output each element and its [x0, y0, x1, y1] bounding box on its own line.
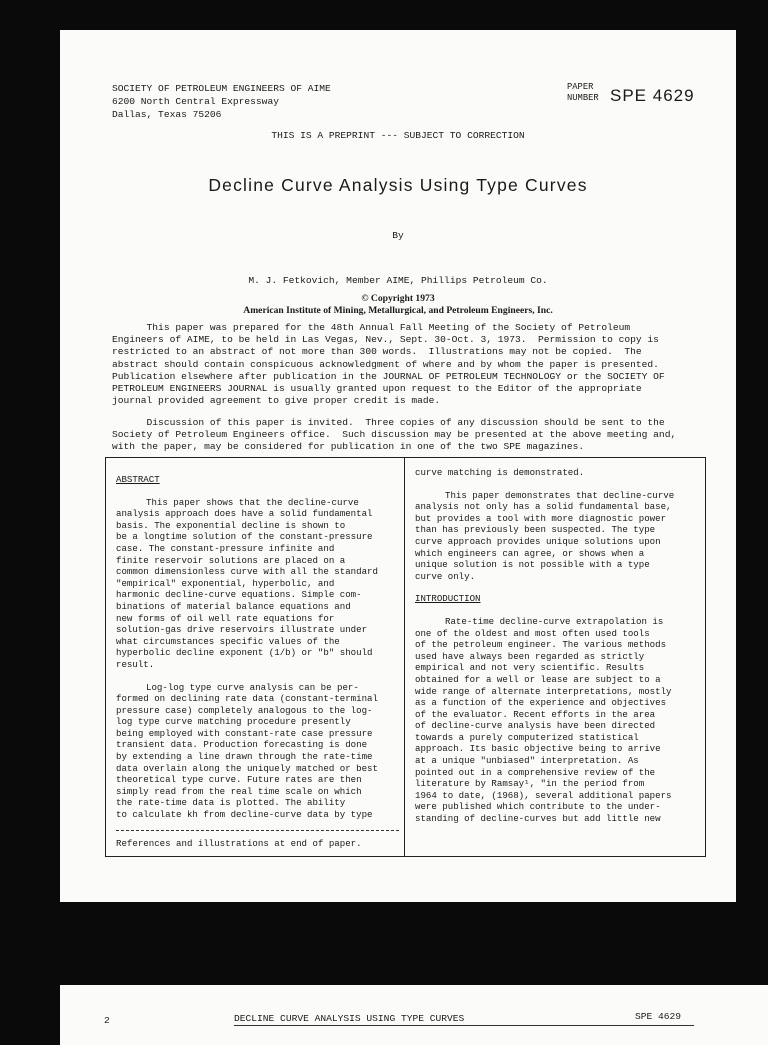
text-line: Discussion of this paper is invited. Three copies of any discussion should be sent to the	[112, 417, 665, 428]
text-line: basis. The exponential decline is shown to	[116, 519, 346, 531]
text-line: new forms of oil well rate equations for	[116, 612, 335, 624]
text-line: of the petroleum engineer. The various methods	[415, 639, 667, 651]
text-line: harmonic decline-curve equations. Simple com-	[116, 589, 362, 601]
text-line: analysis approach does have a solid fundamental	[116, 508, 373, 520]
text-line: which engineers can agree, or shows when a	[415, 547, 645, 559]
introduction-paragraph	[415, 616, 699, 825]
text-line: but provides a tool with more diagnostic power	[415, 512, 667, 524]
text-line: were published which contribute to the under-	[415, 801, 661, 813]
text-line: wide range of alternate interpretations, mostly	[415, 685, 672, 697]
introduction-heading: INTRODUCTION	[415, 593, 481, 605]
footnote: References and illustrations at end of paper.	[116, 838, 362, 849]
by-line: By	[392, 230, 404, 241]
paper-label: PAPER	[567, 82, 594, 92]
page-number: 2	[104, 1015, 110, 1026]
running-paper-number: SPE 4629	[635, 1011, 682, 1022]
text-line: what circumstances specific values of the	[116, 635, 340, 647]
text-line: solution-gas drive reservoirs illustrate under	[116, 624, 368, 636]
text-line: analysis not only has a solid fundamental base,	[415, 501, 672, 513]
text-line: by extending a line drawn through the rate-time	[116, 751, 373, 763]
text-line: the rate-time data is plotted. The ability	[116, 797, 346, 809]
text-line: standing of decline-curves but add little new	[415, 813, 661, 825]
text-line: than has previously been suspected. The type	[415, 524, 656, 536]
text-line: be a longtime solution of the constant-pressure	[116, 531, 373, 543]
text-line: transient data. Production forecasting is done	[116, 739, 368, 751]
discussion-notice	[112, 417, 692, 454]
permission-notice	[112, 322, 692, 407]
text-line: Publication elsewhere after publication in the JOURNAL OF PETROLEUM TECHNOLOGY or the SOCIETY OF	[112, 370, 665, 382]
document-page-1	[60, 30, 736, 902]
text-line: unique solution is not possible with a type	[415, 559, 650, 571]
society-header	[112, 82, 331, 121]
text-line: This paper shows that the decline-curve	[146, 496, 359, 508]
text-line: obtained for a well or lease are subject to a	[415, 673, 661, 685]
text-line: theoretical type curve. Future rates are then	[116, 774, 362, 786]
text-line: data overlain along the uniquely matched or best	[116, 762, 378, 774]
text-line: literature by Ramsay¹, "in the period from	[415, 778, 645, 790]
abstract-paragraph-1	[116, 497, 400, 671]
text-line: "empirical" exponential, hyperbolic, and	[116, 577, 335, 589]
text-line: one of the oldest and most often used tools	[415, 627, 650, 639]
text-line: journal provided agreement to give proper credit is made.	[112, 395, 441, 407]
text-line: with the paper, may be considered for publication in one of the two SPE magazines.	[112, 441, 585, 453]
text-line: Log-log type curve analysis can be per-	[146, 681, 359, 693]
text-line: at a unique "unbiased" interpretation. As	[415, 755, 639, 767]
text-line: result.	[116, 658, 155, 670]
text-line: used have always been regarded as strictly	[415, 650, 645, 662]
society-city: Dallas, Texas 75206	[112, 109, 222, 120]
footnote-separator	[116, 830, 399, 831]
text-line: pointed out in a comprehensive review of the	[415, 766, 656, 778]
text-line: formed on declining rate data (constant-terminal	[116, 693, 378, 705]
text-line: as a function of the experience and objectives	[415, 697, 667, 709]
institute-line: American Institute of Mining, Metallurgical, and Petroleum Engineers, Inc.	[243, 305, 553, 316]
text-line: abstract should contain conspicuous acknowledgment of where and by whom the paper is presented.	[112, 358, 659, 370]
abstract-paragraph-3	[415, 490, 699, 583]
column-divider	[404, 457, 405, 857]
text-line: case. The constant-pressure infinite and	[116, 542, 335, 554]
text-line: This paper demonstrates that decline-curve	[445, 489, 675, 501]
text-line: of the evaluator. Recent efforts in the area	[415, 708, 656, 720]
document-page-2	[60, 985, 768, 1045]
paper-number: SPE 4629	[610, 86, 695, 105]
text-line: to calculate kh from decline-curve data by type	[116, 809, 373, 821]
text-line: log type curve matching procedure presently	[116, 716, 351, 728]
left-column	[116, 474, 400, 821]
text-line: hyperbolic decline exponent (1/b) or "b" should	[116, 647, 373, 659]
paper-number-label	[567, 82, 599, 104]
running-rule	[234, 1025, 694, 1026]
text-line: 1964 to date, (1968), several additional papers	[415, 789, 672, 801]
text-line: curve approach provides unique solutions upon	[415, 535, 661, 547]
text-line: curve only.	[415, 570, 476, 582]
text-line: Engineers of AIME, to be held in Las Vegas, Nev., Sept. 30-Oct. 3, 1973. Permission to copy is	[112, 334, 659, 346]
preprint-notice: THIS IS A PREPRINT --- SUBJECT TO CORRECTION	[271, 130, 525, 141]
text-line: Rate-time decline-curve extrapolation is	[445, 615, 664, 627]
paper-title: Decline Curve Analysis Using Type Curves	[208, 175, 588, 195]
right-column	[415, 467, 699, 825]
text-line: simply read from the real time scale on which	[116, 785, 362, 797]
text-line: approach. Its basic objective being to arrive	[415, 743, 661, 755]
text-line: This paper was prepared for the 48th Annual Fall Meeting of the Society of Petroleum	[112, 322, 631, 333]
number-label: NUMBER	[567, 93, 599, 103]
text-line: common dimensionless curve with all the standard	[116, 566, 378, 578]
text-line: PETROLEUM ENGINEERS JOURNAL is usually granted upon request to the Editor of the appropriate	[112, 383, 642, 395]
text-line: binations of material balance equations and	[116, 600, 351, 612]
text-line: empirical and not very scientific. Results	[415, 662, 645, 674]
text-line: Society of Petroleum Engineers office. Such discussion may be presented at the above meeting and,	[112, 429, 677, 441]
text-line: pressure case) completely analogous to the log-	[116, 704, 373, 716]
running-title: DECLINE CURVE ANALYSIS USING TYPE CURVES	[234, 1013, 465, 1024]
abstract-paragraph-2	[116, 682, 400, 821]
text-line: being employed with constant-rate case pressure	[116, 727, 373, 739]
text-line: towards a purely computerized statistical	[415, 731, 639, 743]
text-line: finite reservoir solutions are placed on a	[116, 554, 346, 566]
text-line: restricted to an abstract of not more than 300 words. Illustrations may not be copied. The	[112, 346, 642, 358]
copyright-line: © Copyright 1973	[361, 293, 435, 304]
society-address: 6200 North Central Expressway	[112, 96, 279, 107]
abstract-heading: ABSTRACT	[116, 474, 160, 485]
text-line: of decline-curve analysis have been directed	[415, 720, 656, 732]
author-line: M. J. Fetkovich, Member AIME, Phillips Petroleum Co.	[248, 275, 548, 286]
society-name: SOCIETY OF PETROLEUM ENGINEERS OF AIME	[112, 83, 331, 94]
abstract-continuation: curve matching is demonstrated.	[415, 467, 585, 478]
